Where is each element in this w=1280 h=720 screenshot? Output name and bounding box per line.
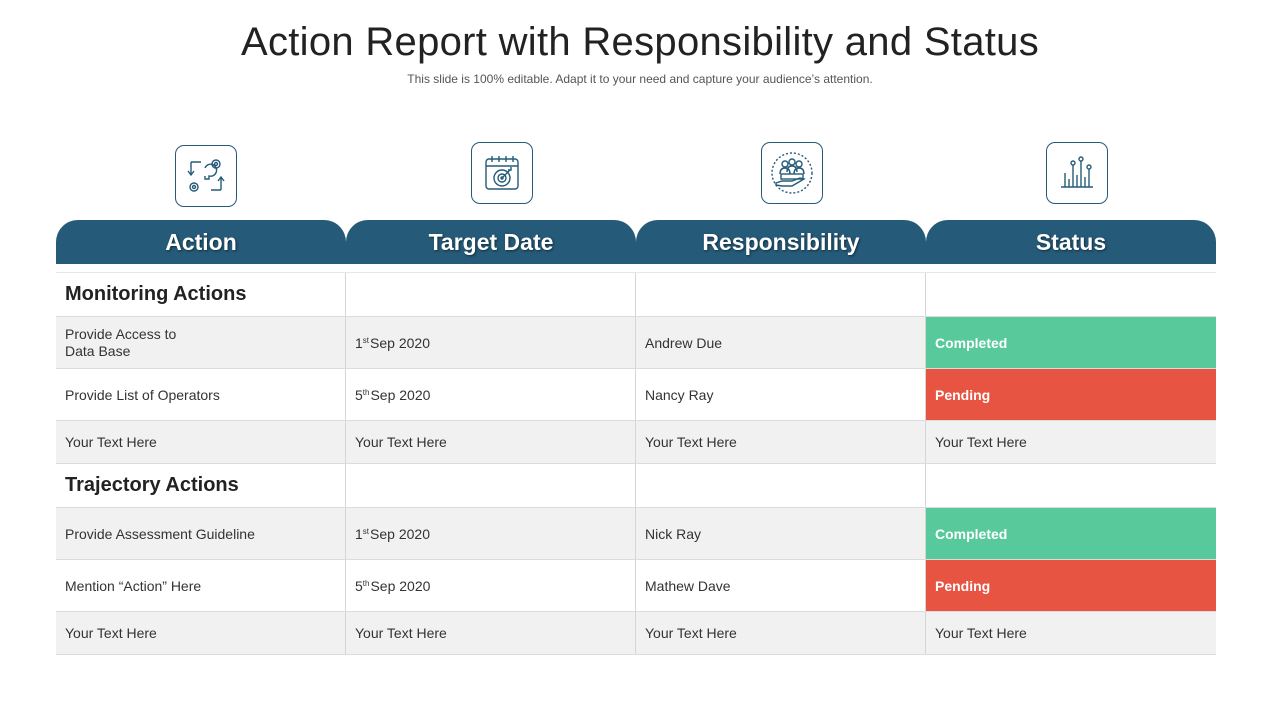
status-badge: Pending	[926, 369, 1216, 420]
table-row	[56, 317, 1216, 369]
column-header-status: Status	[926, 220, 1216, 264]
status-cell: Your Text Here	[935, 434, 1027, 450]
status-badge: Completed	[926, 317, 1216, 368]
status-badge: Completed	[926, 508, 1216, 559]
action-cell: Provide Access to Data Base	[56, 317, 346, 368]
action-cell: Mention “Action” Here	[56, 560, 346, 611]
action-cell: Provide Assessment Guideline	[56, 508, 346, 559]
slide-subtitle: This slide is 100% editable. Adapt it to your need and capture your audience’s attention.	[407, 72, 873, 86]
action-cell: Your Text Here	[56, 421, 346, 463]
target-date-cell: Your Text Here	[346, 612, 636, 654]
table-header	[56, 220, 1216, 264]
table-row	[56, 560, 1216, 612]
section-row	[56, 273, 1216, 317]
responsibility-cell: Nick Ray	[636, 508, 926, 559]
section-title: Monitoring Actions	[56, 273, 346, 316]
responsibility-cell: Your Text Here	[636, 421, 926, 463]
slide-title: Action Report with Responsibility and Status	[240, 20, 1040, 64]
process-gears-icon	[175, 145, 237, 207]
team-hand-icon	[761, 142, 823, 204]
column-header-responsibility: Responsibility	[636, 220, 926, 264]
calendar-target-icon	[471, 142, 533, 204]
target-date-cell: 5 $^{th}$ Sep 2020	[346, 369, 636, 420]
section-row	[56, 464, 1216, 508]
table-row	[56, 508, 1216, 560]
responsibility-cell: Your Text Here	[636, 612, 926, 654]
responsibility-cell: Nancy Ray	[636, 369, 926, 420]
section-title: Trajectory Actions	[56, 464, 346, 507]
bar-chart-icon	[1046, 142, 1108, 204]
table-row	[56, 369, 1216, 421]
responsibility-cell: Mathew Dave	[636, 560, 926, 611]
target-date-cell: 1 $^{st}$ Sep 2020	[346, 508, 636, 559]
target-date-cell: 5 $^{th}$ Sep 2020	[346, 560, 636, 611]
action-cell: Provide List of Operators	[56, 369, 346, 420]
status-badge: Pending	[926, 560, 1216, 611]
action-table	[56, 272, 1216, 655]
status-cell: Your Text Here	[935, 625, 1027, 641]
action-cell: Your Text Here	[56, 612, 346, 654]
column-header-target-date: Target Date	[346, 220, 636, 264]
target-date-cell: 1 $^{st}$ Sep 2020	[346, 317, 636, 368]
responsibility-cell: Andrew Due	[636, 317, 926, 368]
target-date-cell: Your Text Here	[346, 421, 636, 463]
table-row	[56, 421, 1216, 464]
table-row	[56, 612, 1216, 655]
column-header-action: Action	[56, 220, 346, 264]
